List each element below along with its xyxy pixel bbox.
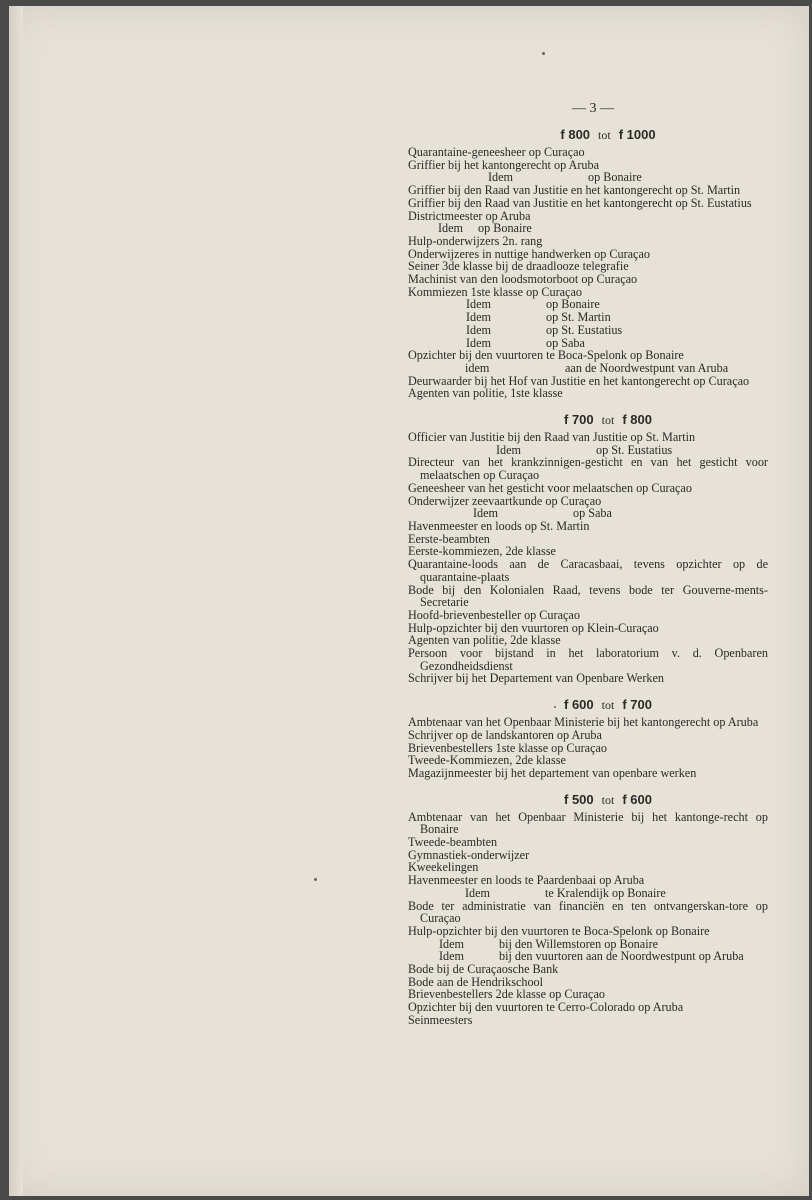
position-entry: Hoofd-brievenbesteller op Curaçao [408, 607, 580, 622]
salary-list [408, 101, 768, 1027]
idem-entry [408, 362, 768, 375]
position-entry: Brievenbestellers 1ste klasse op Curaçao [408, 740, 607, 755]
position-entry: Kommiezen 1ste klasse op Curaçao [408, 284, 582, 299]
range-from-amount: f 600 [564, 697, 594, 713]
range-tot-word: tot [601, 792, 615, 807]
position-entry: Eerste-beambten [408, 531, 490, 546]
range-to-amount: f 800 [622, 412, 652, 428]
position-entry: Havenmeester en loods op St. Martin [408, 518, 590, 533]
position-entry: Brievenbestellers 2de klasse op Curaçao [408, 987, 605, 1002]
idem-word: Idem [496, 442, 522, 457]
idem-word: Idem [438, 221, 464, 236]
position-entry: Deurwaarder bij het Hof van Justitie en het kantongerecht op Curaçao [408, 373, 750, 388]
range-tot-word: tot [601, 413, 615, 428]
position-entry: Geneesheer van het gesticht voor melaatschen op Curaçao [408, 480, 692, 495]
position-entry: Quarantaine-geneesheer op Curaçao [408, 145, 585, 159]
position-entry: Hulp-onderwijzers 2n. rang [408, 233, 543, 248]
position-entry: Agenten van politie, 2de klasse [408, 633, 561, 648]
range-to-amount: f 1000 [618, 127, 656, 142]
idem-location: op St. Eustatius [546, 322, 623, 337]
position-entry: Bode aan de Hendrikschool [408, 974, 544, 989]
page-number: — 3 — [572, 101, 614, 116]
idem-location: op St. Martin [546, 310, 611, 325]
idem-location: op Bonaire [478, 221, 532, 236]
idem-word: Idem [466, 297, 492, 312]
range-from-amount: f 800 [560, 127, 591, 142]
position-entry: Bode ter administratie van financiën en ten ontvangerskan-tore op Curaçao [408, 898, 768, 926]
idem-location: bij den Willemstoren op Bonaire [499, 936, 659, 951]
position-entry: Tweede-Kommiezen, 2de klasse [408, 753, 566, 768]
range-from-amount: f 500 [564, 791, 594, 807]
idem-location: bij den vuurtoren aan de Noordwestpunt op Aruba [499, 949, 744, 964]
idem-word: Idem [439, 936, 465, 951]
position-entry: Officier van Justitie bij den Raad van Justitie op St. Martin [408, 430, 696, 445]
idem-word: Idem [466, 322, 492, 337]
position-entry: Machinist van den loodsmotorboot op Curaçao [408, 272, 638, 287]
position-entry: Onderwijzer zeevaartkunde op Curaçao [408, 493, 602, 508]
position-entry: Magazijnmeester bij het departement van openbare werken [408, 765, 697, 780]
idem-location: aan de Noordwestpunt van Aruba [565, 360, 729, 375]
idem-word: Idem [473, 506, 499, 521]
salary-range-heading [448, 792, 768, 808]
idem-word: Idem [466, 310, 492, 325]
idem-location: op Bonaire [588, 170, 642, 185]
idem-entry [408, 324, 768, 337]
position-entry: Hulp-opzichter bij den vuurtoren te Boca-Spelonk op Bonaire [408, 923, 710, 938]
range-to-amount: f 600 [622, 791, 652, 807]
salary-sections [408, 127, 768, 1027]
idem-word: Idem [465, 885, 491, 900]
idem-location: op St. Eustatius [596, 442, 673, 457]
document-page [9, 6, 809, 1196]
page-fold-shadow [9, 6, 23, 1196]
position-entry: Havenmeester en loods te Paardenbaai op Aruba [408, 873, 645, 888]
position-entry: Schrijver bij het Departement van Openbare Werken [408, 671, 664, 686]
position-entry: Bode bij de Curaçaosche Bank [408, 962, 559, 977]
idem-location: op Saba [573, 506, 612, 521]
position-entry: Directeur van het krankzinnigen-gesticht en van het gesticht voor melaatschen op Curaçao [408, 455, 768, 483]
position-entry: Quarantaine-loods aan de Caracasbaai, tevens opzichter op de quarantaine-plaats [408, 557, 768, 584]
position-entry: Opzichter bij den vuurtoren te Boca-Spelonk op Bonaire [408, 348, 684, 363]
idem-word: Idem [466, 335, 492, 350]
idem-location: te Kralendijk op Bonaire [545, 885, 666, 900]
position-entry: Districtmeester op Aruba [408, 208, 531, 223]
position-entry: Griffier bij den Raad van Justitie en het kantongerecht op St. Eustatius [408, 195, 752, 210]
position-entry: Seinmeesters [408, 1012, 473, 1027]
position-entry: Hulp-opzichter bij den vuurtoren op Klein-Curaçao [408, 620, 659, 635]
salary-range-heading [448, 697, 768, 713]
position-entry: Opzichter bij den vuurtoren te Cerro-Colorado op Aruba [408, 1000, 684, 1015]
position-entry: Persoon voor bijstand in het laboratorium v. d. Openbaren Gezondheidsdienst [408, 646, 768, 673]
position-entry: Griffier bij den Raad van Justitie en het kantongerecht op St. Martin [408, 183, 741, 198]
range-to-amount: f 700 [622, 697, 652, 713]
position-entry: Ambtenaar van het Openbaar Ministerie bij het kantonge-recht op Bonaire [408, 809, 768, 837]
position-entry: Eerste-kommiezen, 2de klasse [408, 544, 556, 559]
range-tot-word: tot [598, 128, 611, 142]
position-entry: Bode bij den Kolonialen Raad, tevens bode ter Gouverne-ments-Secretarie [408, 582, 768, 610]
position-entry: Gymnastiek-onderwijzer [408, 847, 530, 862]
idem-word: idem [465, 360, 490, 375]
position-entry: Schrijver op de landskantoren op Aruba [408, 727, 602, 742]
position-entry: Seiner 3de klasse bij de draadlooze telegrafie [408, 259, 629, 274]
idem-location: op Saba [546, 335, 585, 350]
position-entry: Kweekelingen [408, 860, 479, 875]
range-tot-word: tot [601, 698, 615, 713]
idem-location: op Bonaire [546, 297, 600, 312]
salary-range-heading [448, 127, 768, 143]
idem-entry [408, 887, 768, 900]
paper-speck [314, 878, 317, 881]
salary-range-heading [448, 412, 768, 428]
position-entry: Ambtenaar van het Openbaar Ministerie bij het kantongerecht op Aruba [408, 715, 759, 730]
position-entry: Agenten van politie, 1ste klasse [408, 386, 563, 401]
position-entry: Onderwijzeres in nuttige handwerken op Curaçao [408, 246, 650, 261]
position-entry: Griffier bij het kantongerecht op Aruba [408, 157, 599, 172]
position-entry: Tweede-beambten [408, 835, 498, 850]
idem-word: Idem [439, 949, 465, 964]
idem-word: Idem [488, 170, 514, 185]
range-from-amount: f 700 [564, 412, 594, 428]
paper-speck [542, 52, 545, 55]
